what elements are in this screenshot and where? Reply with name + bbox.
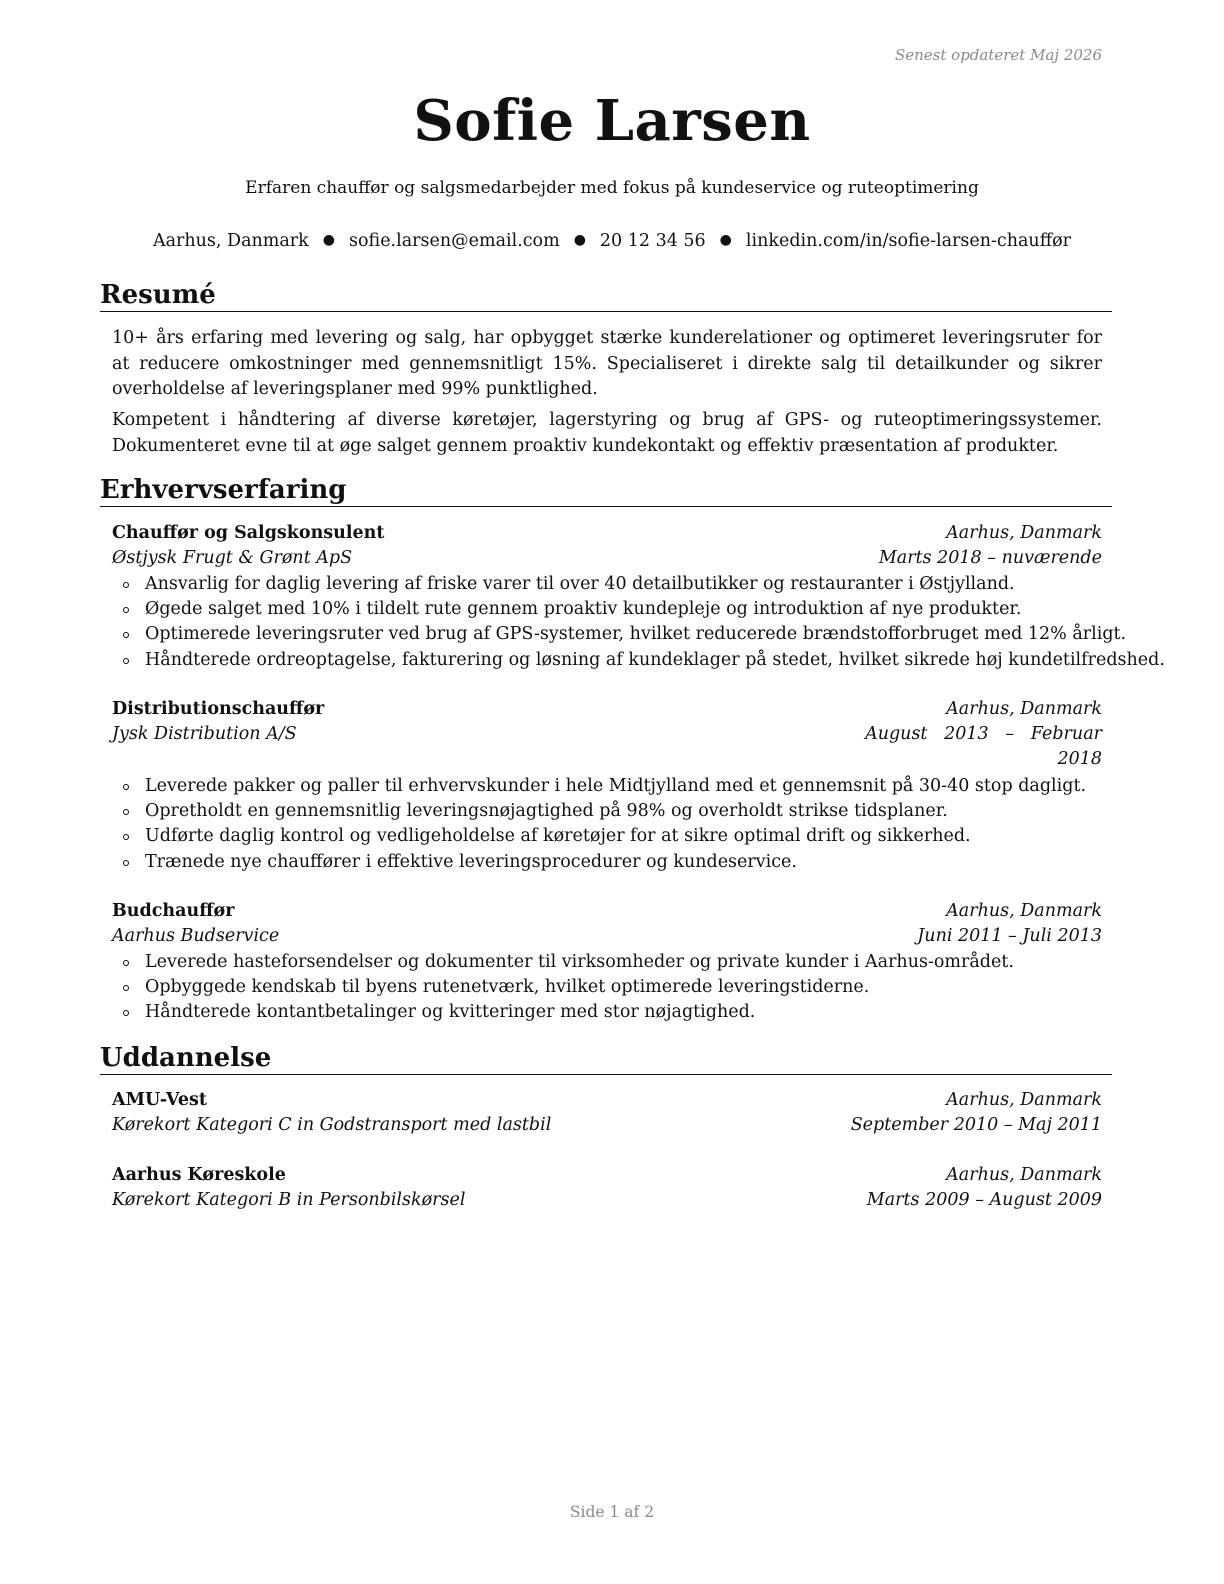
education-subheader <box>112 1113 1102 1138</box>
contact-email[interactable]: sofie.larsen@email.com <box>349 231 560 251</box>
job-subheader <box>112 722 1102 772</box>
degree: Kørekort Kategori C in Godstransport med lastbil <box>112 1115 552 1135</box>
hollow-bullet-icon <box>123 960 129 966</box>
candidate-name: Sofie Larsen <box>413 88 811 154</box>
school-location: Aarhus, Danmark <box>946 1165 1102 1185</box>
hollow-bullet-icon <box>123 860 129 866</box>
hollow-bullet-icon <box>123 985 129 991</box>
job-header <box>112 697 1102 722</box>
list-item: Optimerede leveringsruter ved brug af GPS-systemer, hvilket reducerede brændstofforbruget med 12% årligt. <box>112 622 1112 647</box>
job-header <box>112 521 1102 546</box>
job-bullets <box>112 774 1112 875</box>
list-item: Udførte daglig kontrol og vedligeholdelse af køretøjer for at sikre optimal drift og sikkerhed. <box>112 824 1112 849</box>
hollow-bullet-icon <box>123 1010 129 1016</box>
job-subheader <box>112 924 1102 949</box>
job-dates: Marts 2018 – nuværende <box>878 548 1102 568</box>
education-dates: Marts 2009 – August 2009 <box>866 1190 1102 1210</box>
hollow-bullet-icon <box>123 582 129 588</box>
contact-phone: 20 12 34 56 <box>599 231 706 251</box>
job-bullets <box>112 572 1165 673</box>
list-item: Trænede nye chauffører i effektive leveringsprocedurer og kundeservice. <box>112 850 1112 875</box>
contact-line <box>0 229 1224 252</box>
job-role: Chauffør og Salgskonsulent <box>112 523 385 543</box>
summary-paragraph: 10+ års erfaring med levering og salg, har opbygget stærke kunderelationer og optimeret leveringsruter for at reducere omkostninger med gennemsnitligt 15%. Specialiseret i direkte salg til detailkunder og sikrer overholdelse af leveringsplaner med 99% punktlighed. <box>112 328 1102 399</box>
job-company: Aarhus Budservice <box>112 926 280 946</box>
hollow-bullet-icon <box>123 658 129 664</box>
degree: Kørekort Kategori B in Personbilskørsel <box>112 1190 466 1210</box>
education-header <box>112 1088 1102 1113</box>
school-location: Aarhus, Danmark <box>946 1090 1102 1110</box>
job-dates: Juni 2011 – Juli 2013 <box>917 926 1102 946</box>
list-item: Opretholdt en gennemsnitlig leveringsnøjagtighed på 98% og overholdt strikse tidsplaner. <box>112 799 1112 824</box>
tagline: Erfaren chauffør og salgsmedarbejder med fokus på kundeservice og ruteoptimering <box>245 178 979 198</box>
job-location: Aarhus, Danmark <box>946 699 1102 719</box>
section-heading-experience: Erhvervserfaring <box>100 475 1112 507</box>
list-item: Leverede pakker og paller til erhvervskunder i hele Midtjylland med et gennemsnit på 30-40 stop dagligt. <box>112 774 1112 799</box>
job-dates: August 2013 – Februar 2018 <box>865 724 1102 769</box>
contact-location: Aarhus, Danmark <box>152 231 309 251</box>
job-company: Jysk Distribution A/S <box>112 724 297 744</box>
job-location: Aarhus, Danmark <box>946 901 1102 921</box>
job-role: Distributionschauffør <box>112 699 325 719</box>
education-dates: September 2010 – Maj 2011 <box>850 1115 1102 1135</box>
education-header <box>112 1163 1102 1188</box>
hollow-bullet-icon <box>123 632 129 638</box>
last-updated-note: Senest opdateret Maj 2026 <box>894 46 1102 64</box>
summary-paragraph: Kompetent i håndtering af diverse køretøjer, lagerstyring og brug af GPS- og ruteoptimeringssystemer. Dokumenteret evne til at øge salget gennem proaktiv kundekontakt og effektiv præsentation af produkter. <box>112 410 1102 456</box>
job-role: Budchauffør <box>112 901 235 921</box>
job-location: Aarhus, Danmark <box>946 523 1102 543</box>
list-item: Opbyggede kendskab til byens rutenetværk, hvilket optimerede leveringstiderne. <box>112 975 1112 1000</box>
list-item: Ansvarlig for daglig levering af friske varer til over 40 detailbutikker og restauranter i Østjylland. <box>112 572 1112 597</box>
bullet-separator-icon: ● <box>573 232 586 248</box>
bullet-separator-icon: ● <box>322 232 335 248</box>
list-item: Håndterede ordreoptagelse, fakturering og løsning af kundeklager på stedet, hvilket sikrede høj kundetilfredshed. <box>112 648 1112 673</box>
section-heading-summary: Resumé <box>100 280 1112 312</box>
school-name: Aarhus Køreskole <box>112 1165 286 1185</box>
page-number: Side 1 af 2 <box>569 1503 655 1521</box>
hollow-bullet-icon <box>123 809 129 815</box>
school-name: AMU-Vest <box>112 1090 207 1110</box>
education-subheader <box>112 1188 1102 1213</box>
job-bullets <box>112 950 1112 1026</box>
job-subheader <box>112 546 1102 571</box>
section-heading-education: Uddannelse <box>100 1043 1112 1075</box>
job-company: Østjysk Frugt & Grønt ApS <box>112 548 353 568</box>
job-header <box>112 899 1102 924</box>
hollow-bullet-icon <box>123 607 129 613</box>
bullet-separator-icon: ● <box>719 232 732 248</box>
hollow-bullet-icon <box>123 784 129 790</box>
contact-linkedin[interactable]: linkedin.com/in/sofie-larsen-chauffør <box>745 231 1072 251</box>
list-item: Leverede hasteforsendelser og dokumenter til virksomheder og private kunder i Aarhus-området. <box>112 950 1112 975</box>
list-item: Øgede salget med 10% i tildelt rute gennem proaktiv kundepleje og introduktion af nye produkter. <box>112 597 1112 622</box>
hollow-bullet-icon <box>123 834 129 840</box>
list-item: Håndterede kontantbetalinger og kvitteringer med stor nøjagtighed. <box>112 1000 1112 1025</box>
